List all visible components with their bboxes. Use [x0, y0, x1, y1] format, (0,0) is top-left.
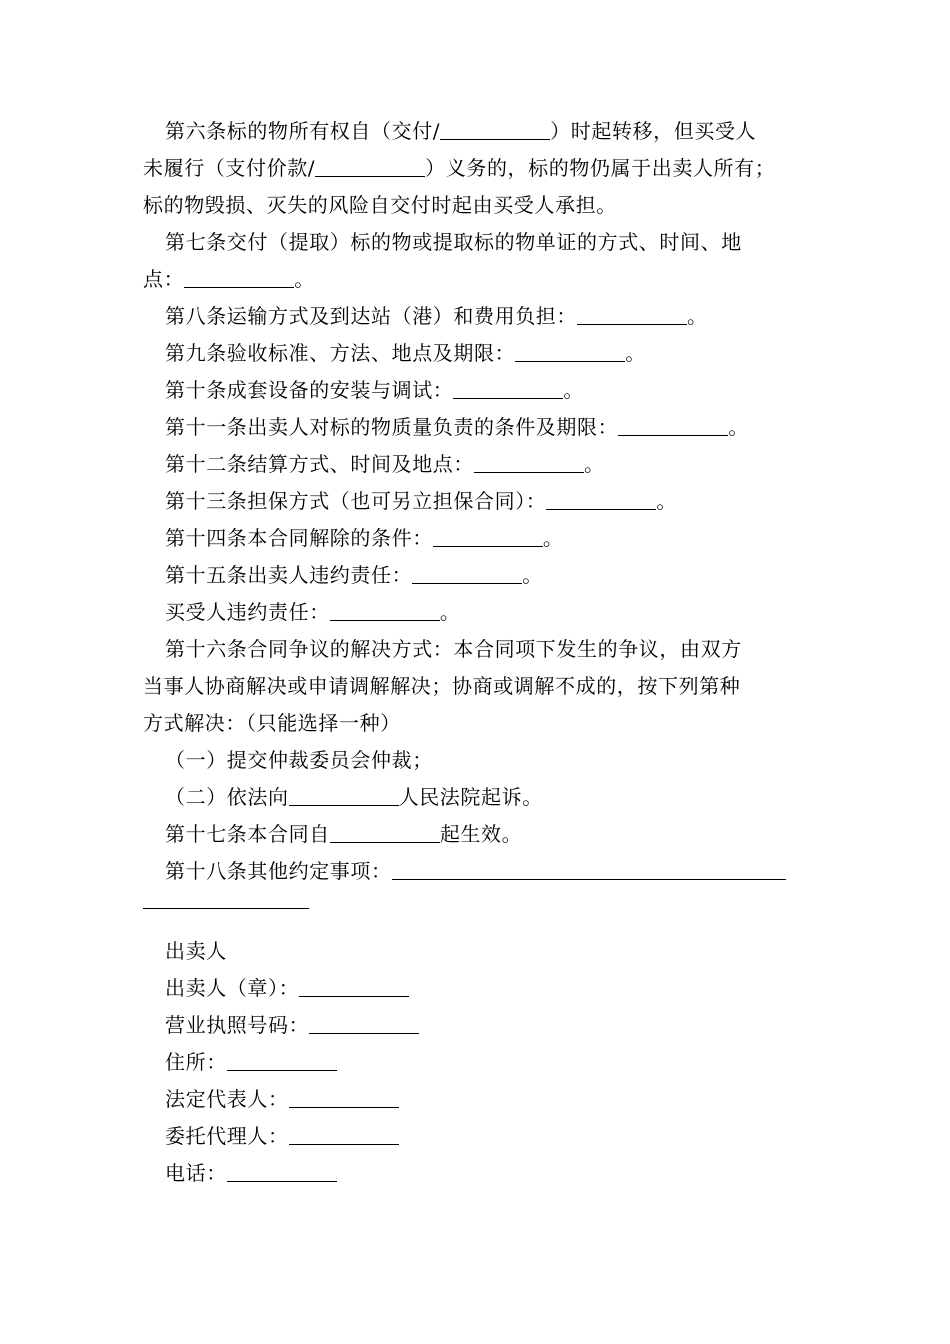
option-2-text-2: 人民法院起诉。 [398, 785, 543, 809]
clause-6-text-4: ）义务的，标的物仍属于出卖人所有； [425, 156, 776, 180]
period: 。 [625, 341, 646, 365]
blank-field [227, 1050, 337, 1071]
period: 。 [728, 415, 749, 439]
blank-field [433, 526, 543, 547]
clause-16-line-3 [143, 705, 808, 742]
blank-field [453, 378, 563, 399]
blank-field [184, 267, 294, 288]
blank-field [546, 489, 656, 510]
seller-phone-label: 电话： [165, 1161, 227, 1185]
clause-6-text-2: ）时起转移，但买受人 [550, 119, 757, 143]
blank-field [315, 156, 425, 177]
clause-16-line-2 [143, 668, 808, 705]
seller-agent [143, 1118, 808, 1155]
clause-6-text-1: 第六条标的物所有权自（交付/ [165, 119, 441, 143]
seller-rep [143, 1081, 808, 1118]
blank-field [412, 563, 522, 584]
period: 。 [687, 304, 708, 328]
clause-8 [143, 298, 808, 335]
period: 。 [656, 489, 678, 513]
option-2-text-1: （二）依法向 [165, 785, 289, 809]
seller-heading [143, 933, 808, 970]
period: 。 [294, 267, 315, 291]
clause-16-line-1 [143, 631, 808, 668]
clause-6-line-1 [143, 113, 808, 150]
period: 。 [584, 452, 605, 476]
clause-7-line-1 [143, 224, 808, 261]
clause-6-line-3 [143, 187, 808, 224]
clause-14-label: 第十四条本合同解除的条件： [165, 526, 433, 550]
seller-heading-text: 出卖人 [165, 939, 227, 963]
blank-field [440, 119, 550, 140]
clause-16-option-2 [143, 779, 808, 816]
clause-17 [143, 816, 808, 853]
seller-rep-label: 法定代表人： [165, 1087, 289, 1111]
seller-address-label: 住所： [165, 1050, 227, 1074]
blank-field [227, 1161, 337, 1182]
clause-17-text-1: 第十七条本合同自 [165, 822, 330, 846]
period: 。 [522, 563, 543, 587]
clause-10 [143, 372, 808, 409]
clause-16-text-3: 方式解决：（只能选择一种） [143, 711, 401, 735]
blank-field [330, 600, 440, 621]
spacer [143, 909, 808, 933]
clause-15-buyer-label: 买受人违约责任： [165, 600, 330, 624]
clause-11 [143, 409, 808, 446]
blank-field [309, 1013, 419, 1034]
blank-field [289, 1124, 399, 1145]
clause-17-text-2: 起生效。 [439, 822, 523, 846]
seller-seal-label: 出卖人（章）： [165, 976, 300, 1000]
blank-field [299, 976, 409, 997]
period: 。 [542, 526, 564, 550]
period: 。 [439, 600, 461, 624]
clause-7-text-2: 点： [143, 267, 185, 291]
clause-18-label: 第十八条其他约定事项： [165, 859, 392, 883]
clause-15 [143, 557, 808, 594]
clause-12-label: 第十二条结算方式、时间及地点： [165, 452, 474, 476]
seller-agent-label: 委托代理人： [165, 1124, 289, 1148]
clause-10-label: 第十条成套设备的安装与调试： [165, 378, 454, 402]
blank-field [330, 822, 440, 843]
period: 。 [563, 378, 585, 402]
blank-field [577, 304, 687, 325]
clause-7-line-2 [143, 261, 808, 298]
seller-phone [143, 1155, 808, 1192]
clause-16-text-2: 当事人协商解决或申请调解解决；协商或调解不成的，按下列第种 [143, 674, 741, 698]
clause-8-label: 第八条运输方式及到达站（港）和费用负担： [165, 304, 577, 328]
clause-18 [143, 853, 808, 890]
clause-9-label: 第九条验收标准、方法、地点及期限： [165, 341, 516, 365]
seller-address [143, 1044, 808, 1081]
clause-13-label: 第十三条担保方式（也可另立担保合同）： [165, 489, 547, 513]
seller-license [143, 1007, 808, 1044]
blank-field [289, 785, 399, 806]
clause-15-buyer [143, 594, 808, 631]
clause-15-label: 第十五条出卖人违约责任： [165, 563, 413, 587]
blank-field [618, 415, 728, 436]
clause-11-label: 第十一条出卖人对标的物质量负责的条件及期限： [165, 415, 619, 439]
clause-16-text-1: 第十六条合同争议的解决方式：本合同项下发生的争议，由双方 [165, 637, 742, 661]
seller-seal [143, 970, 808, 1007]
blank-field [474, 452, 584, 473]
contract-page [143, 113, 808, 1192]
blank-field [515, 341, 625, 362]
clause-12 [143, 446, 808, 483]
clause-14 [143, 520, 808, 557]
clause-6-text-5: 标的物毁损、灭失的风险自交付时起由买受人承担。 [143, 193, 617, 217]
option-1-text: （一）提交仲裁委员会仲裁； [165, 748, 433, 772]
clause-16-option-1 [143, 742, 808, 779]
clause-13 [143, 483, 808, 520]
blank-field [289, 1087, 399, 1108]
blank-field-long [392, 859, 786, 880]
clause-7-text-1: 第七条交付（提取）标的物或提取标的物单证的方式、时间、地 [165, 230, 742, 254]
clause-6-text-3: 未履行（支付价款/ [143, 156, 316, 180]
clause-9 [143, 335, 808, 372]
clause-6-line-2 [143, 150, 808, 187]
seller-license-label: 营业执照号码： [165, 1013, 310, 1037]
